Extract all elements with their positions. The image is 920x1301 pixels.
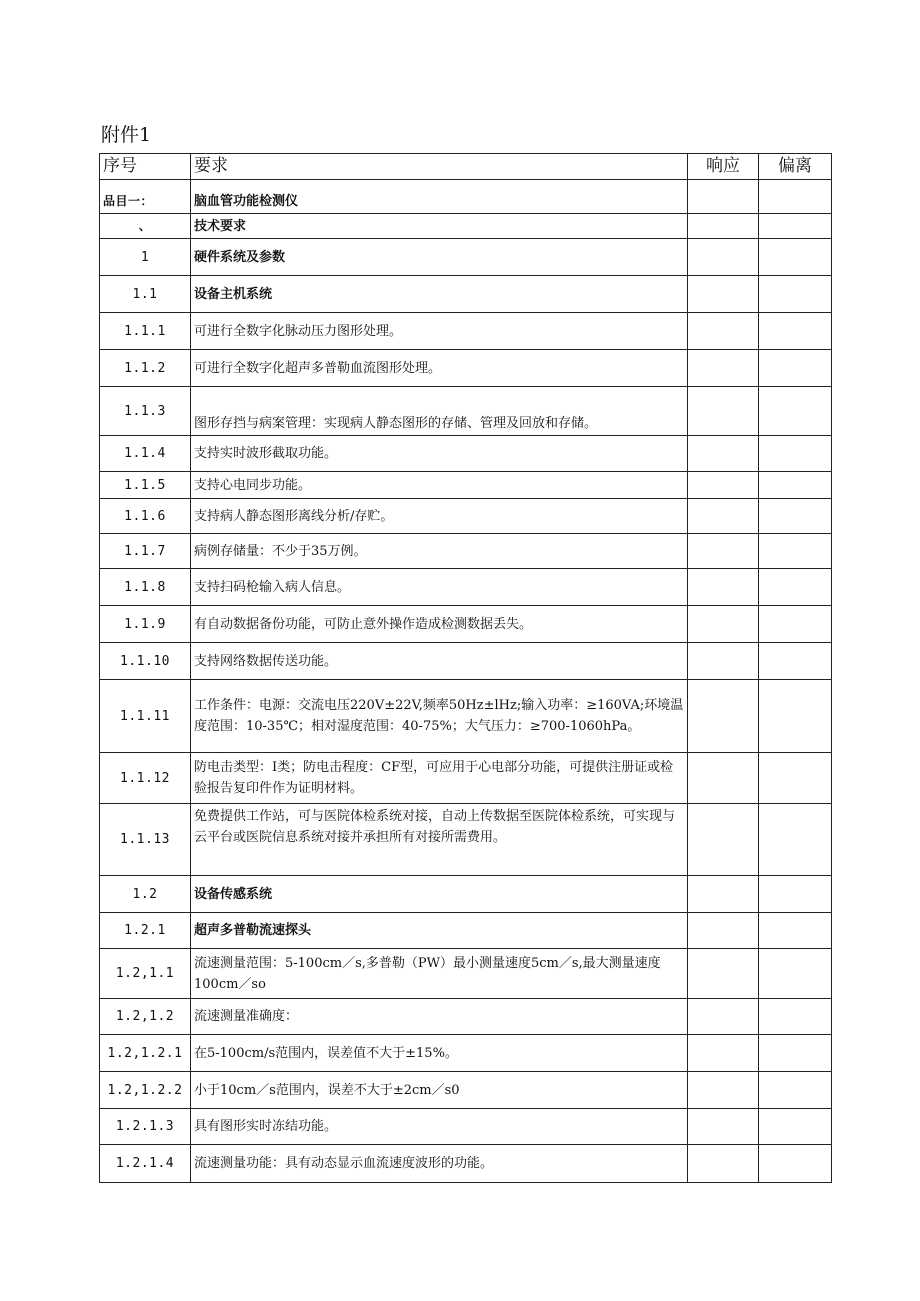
row-number: 1.1.11 (100, 680, 191, 753)
row-requirement: 支持网络数据传送功能。 (191, 643, 688, 680)
table-row (100, 387, 832, 436)
table-row (100, 1035, 832, 1072)
response-cell[interactable] (688, 753, 759, 804)
row-number: 1.1.6 (100, 499, 191, 534)
deviation-cell[interactable] (759, 804, 832, 876)
table-row (100, 1145, 832, 1183)
response-cell[interactable] (688, 276, 759, 313)
table-row (100, 569, 832, 606)
table-row (100, 214, 832, 239)
table-row (100, 472, 832, 499)
header-deviation: 偏离 (759, 154, 832, 180)
response-cell[interactable] (688, 804, 759, 876)
row-requirement: 小于10cm／s范围内，误差不大于±2cm／s0 (191, 1072, 688, 1109)
deviation-cell[interactable] (759, 680, 832, 753)
row-requirement: 有自动数据备份功能，可防止意外操作造成检测数据丢失。 (191, 606, 688, 643)
row-number: 1.1.7 (100, 534, 191, 569)
row-number: 1.1.8 (100, 569, 191, 606)
row-requirement: 防电击类型：I类；防电击程度：CF型，可应用于心电部分功能，可提供注册证或检验报告复印件作为证明材料。 (191, 753, 688, 804)
deviation-cell[interactable] (759, 913, 832, 949)
row-number: 1.2,1.2.1 (100, 1035, 191, 1072)
deviation-cell[interactable] (759, 313, 832, 350)
deviation-cell[interactable] (759, 239, 832, 276)
header-row (100, 154, 832, 180)
row-number: 1 (100, 239, 191, 276)
deviation-cell[interactable] (759, 436, 832, 472)
deviation-cell[interactable] (759, 643, 832, 680)
table-row (100, 680, 832, 753)
table-row (100, 876, 832, 913)
table-row (100, 1072, 832, 1109)
table-row (100, 949, 832, 999)
deviation-cell[interactable] (759, 276, 832, 313)
row-requirement: 工作条件：电源：交流电压220V±22V,频率50Hz±lHz;输入功率：≥160VA;环境温度范围：10-35℃；相对湿度范围：40-75%；大气压力：≥700-1060hPa。 (191, 680, 688, 753)
row-requirement: 设备主机系统 (191, 276, 688, 313)
row-number: 1.1.1 (100, 313, 191, 350)
deviation-cell[interactable] (759, 606, 832, 643)
row-number: 1.1.2 (100, 350, 191, 387)
header-requirement: 要求 (191, 154, 688, 180)
row-requirement: 具有图形实时冻结功能。 (191, 1109, 688, 1145)
table-row (100, 643, 832, 680)
response-cell[interactable] (688, 1145, 759, 1183)
row-requirement: 可进行全数字化超声多普勒血流图形处理。 (191, 350, 688, 387)
row-requirement: 图形存挡与病案管理：实现病人静态图形的存储、管理及回放和存储。 (191, 387, 688, 436)
deviation-cell[interactable] (759, 569, 832, 606)
row-requirement: 支持扫码枪输入病人信息。 (191, 569, 688, 606)
response-cell[interactable] (688, 1109, 759, 1145)
row-requirement: 在5-100cm/s范围内，误差值不大于±15%。 (191, 1035, 688, 1072)
response-cell[interactable] (688, 999, 759, 1035)
table-row (100, 276, 832, 313)
deviation-cell[interactable] (759, 180, 832, 214)
row-number: 1.2,1.1 (100, 949, 191, 999)
response-cell[interactable] (688, 387, 759, 436)
header-response: 响应 (688, 154, 759, 180)
row-requirement: 支持心电同步功能。 (191, 472, 688, 499)
response-cell[interactable] (688, 436, 759, 472)
deviation-cell[interactable] (759, 534, 832, 569)
response-cell[interactable] (688, 643, 759, 680)
table-row (100, 180, 832, 214)
response-cell[interactable] (688, 876, 759, 913)
row-number: 1.1.13 (100, 804, 191, 876)
row-requirement: 流速测量功能：具有动态显示血流速度波形的功能。 (191, 1145, 688, 1183)
row-requirement: 设备传感系统 (191, 876, 688, 913)
response-cell[interactable] (688, 1072, 759, 1109)
deviation-cell[interactable] (759, 350, 832, 387)
table-row (100, 499, 832, 534)
deviation-cell[interactable] (759, 753, 832, 804)
deviation-cell[interactable] (759, 1035, 832, 1072)
table-row (100, 1109, 832, 1145)
row-number: 1.1.4 (100, 436, 191, 472)
response-cell[interactable] (688, 239, 759, 276)
row-number: 品目一： (100, 180, 191, 214)
attachment-heading: 附件1 (101, 124, 152, 146)
row-number: 1.1 (100, 276, 191, 313)
deviation-cell[interactable] (759, 472, 832, 499)
response-cell[interactable] (688, 913, 759, 949)
row-number: 、 (100, 214, 191, 239)
response-cell[interactable] (688, 313, 759, 350)
table-row (100, 804, 832, 876)
deviation-cell[interactable] (759, 499, 832, 534)
deviation-cell[interactable] (759, 876, 832, 913)
response-cell[interactable] (688, 534, 759, 569)
deviation-cell[interactable] (759, 949, 832, 999)
row-number: 1.2,1.2.2 (100, 1072, 191, 1109)
row-requirement: 硬件系统及参数 (191, 239, 688, 276)
table-row (100, 534, 832, 569)
response-cell[interactable] (688, 1035, 759, 1072)
row-requirement: 病例存储量：不少于35万例。 (191, 534, 688, 569)
deviation-cell[interactable] (759, 1109, 832, 1145)
deviation-cell[interactable] (759, 999, 832, 1035)
table-row (100, 436, 832, 472)
response-cell[interactable] (688, 499, 759, 534)
table-row (100, 606, 832, 643)
deviation-cell[interactable] (759, 387, 832, 436)
row-requirement: 支持病人静态图形离线分析/存贮。 (191, 499, 688, 534)
row-number: 1.1.9 (100, 606, 191, 643)
requirements-table (99, 153, 832, 1183)
row-number: 1.2.1.3 (100, 1109, 191, 1145)
table-row (100, 913, 832, 949)
table-row (100, 753, 832, 804)
response-cell[interactable] (688, 680, 759, 753)
table-row (100, 313, 832, 350)
row-requirement: 脑血管功能检测仪 (191, 180, 688, 214)
row-requirement: 技术要求 (191, 214, 688, 239)
header-no: 序号 (100, 154, 191, 180)
deviation-cell[interactable] (759, 1072, 832, 1109)
response-cell[interactable] (688, 606, 759, 643)
row-requirement: 流速测量范围：5-100cm／s,多普勒（PW）最小测量速度5cm／s,最大测量速度100cm／so (191, 949, 688, 999)
row-number: 1.2.1.4 (100, 1145, 191, 1183)
row-number: 1.2.1 (100, 913, 191, 949)
row-requirement: 免费提供工作站，可与医院体检系统对接，自动上传数据至医院体检系统，可实现与云平台或医院信息系统对接并承担所有对接所需费用。 (191, 804, 688, 876)
row-number: 1.1.5 (100, 472, 191, 499)
row-number: 1.2,1.2 (100, 999, 191, 1035)
deviation-cell[interactable] (759, 1145, 832, 1183)
table-row (100, 350, 832, 387)
row-requirement: 支持实时波形截取功能。 (191, 436, 688, 472)
row-requirement: 超声多普勒流速探头 (191, 913, 688, 949)
response-cell[interactable] (688, 949, 759, 999)
deviation-cell[interactable] (759, 214, 832, 239)
response-cell[interactable] (688, 180, 759, 214)
row-number: 1.1.10 (100, 643, 191, 680)
row-requirement: 可进行全数字化脉动压力图形处理。 (191, 313, 688, 350)
response-cell[interactable] (688, 214, 759, 239)
row-number: 1.2 (100, 876, 191, 913)
table-row (100, 999, 832, 1035)
table-row (100, 239, 832, 276)
row-requirement: 流速测量准确度： (191, 999, 688, 1035)
response-cell[interactable] (688, 569, 759, 606)
response-cell[interactable] (688, 350, 759, 387)
row-number: 1.1.3 (100, 387, 191, 436)
response-cell[interactable] (688, 472, 759, 499)
row-number: 1.1.12 (100, 753, 191, 804)
